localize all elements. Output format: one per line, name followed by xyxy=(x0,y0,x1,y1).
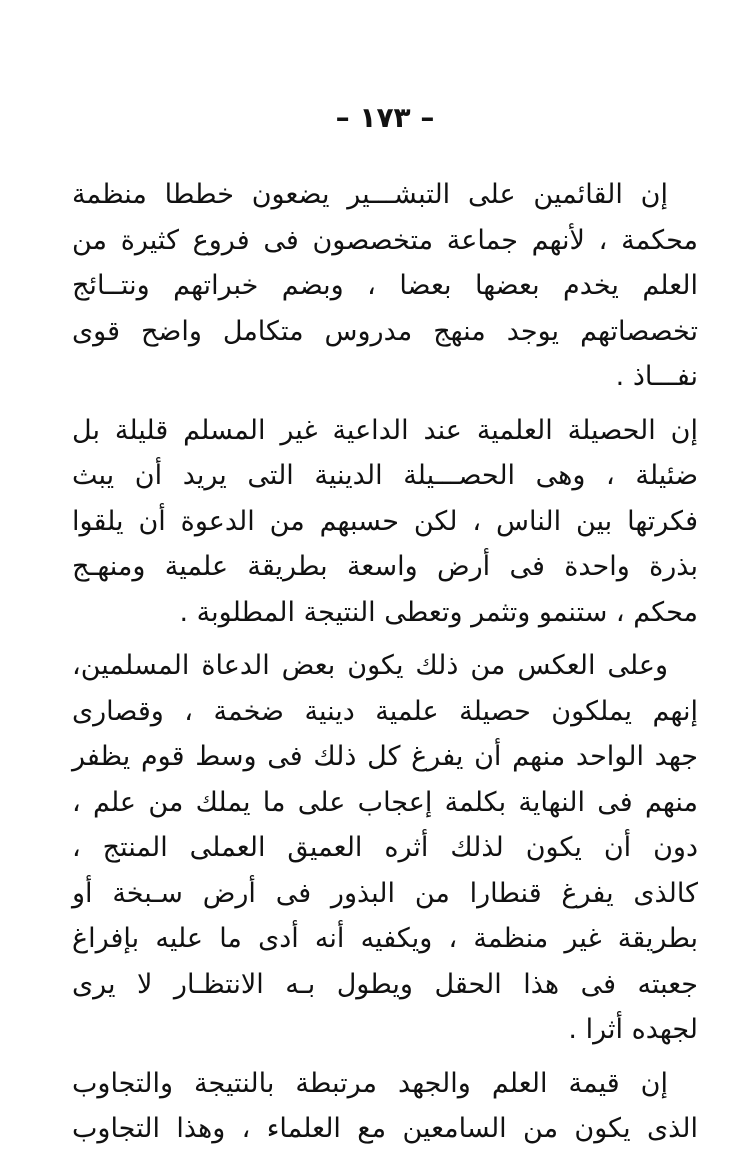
paragraph-3 xyxy=(72,643,698,1053)
text-line: نفـــاذ . xyxy=(615,361,698,392)
text-line: جعبته فى هذا الحقل ويطول بـه الانتظـار لا يرى xyxy=(72,968,698,1000)
text-line: العلم يخدم بعضها بعضا ، وبضم خبراتهم ونتــائج xyxy=(72,270,698,301)
paragraph-4 xyxy=(72,1061,698,1152)
text-line: تخصصاتهم يوجد منهج مدروس متكامل واضح قوى xyxy=(72,315,698,347)
text-line: وعلى العكس من ذلك يكون بعض الدعاة المسلمين، xyxy=(72,650,668,681)
text-line: محكم ، ستنمو وتثمر وتعطى النتيجة المطلوبة . xyxy=(179,596,698,628)
text-line: جهد الواحد منهم أن يفرغ كل ذلك فى وسط قوم يظفر xyxy=(72,741,698,772)
paragraph-2 xyxy=(72,408,698,636)
text-line: كالذى يفرغ قنطارا من البذور فى أرض سـبخة أو xyxy=(72,877,698,909)
text-line: إنهم يملكون حصيلة علمية دينية ضخمة ، وقصارى xyxy=(72,695,698,727)
text-line: إن الحصيلة العلمية عند الداعية غير المسلم قليلة بل xyxy=(72,414,698,446)
paragraph-1 xyxy=(72,172,698,400)
page-number: – ١٧٣ – xyxy=(335,101,435,134)
text-line: بطريقة غير منظمة ، ويكفيه أنه أدى ما عليه بإفراغ xyxy=(72,923,698,954)
text-line: إن القائمين على التبشـــير يضعون خططا منظمة xyxy=(72,179,668,210)
text-line: الذى يكون من السامعين مع العلماء ، وهذا التجاوب xyxy=(72,1113,698,1144)
text-line: إن قيمة العلم والجهد مرتبطة بالنتيجة والتجاوب xyxy=(72,1067,668,1099)
text-line: منهم فى النهاية بكلمة إعجاب على ما يملك من علم ، xyxy=(72,786,698,818)
text-line: لجهده أثرا . xyxy=(568,1014,698,1045)
text-line: محكمة ، لأنهم جماعة متخصصون فى فروع كثيرة من xyxy=(72,224,698,256)
text-line: فكرتها بين الناس ، لكن حسبهم من الدعوة أن يلقوا xyxy=(72,505,698,537)
text-line: دون أن يكون لذلك أثره العميق العملى المنتج ، xyxy=(72,832,698,863)
text-line: بذرة واحدة فى أرض واسعة بطريقة علمية ومنهـج xyxy=(72,551,698,582)
text-line: ضئيلة ، وهى الحصـــيلة الدينية التى يريد أن يبث xyxy=(72,460,698,491)
